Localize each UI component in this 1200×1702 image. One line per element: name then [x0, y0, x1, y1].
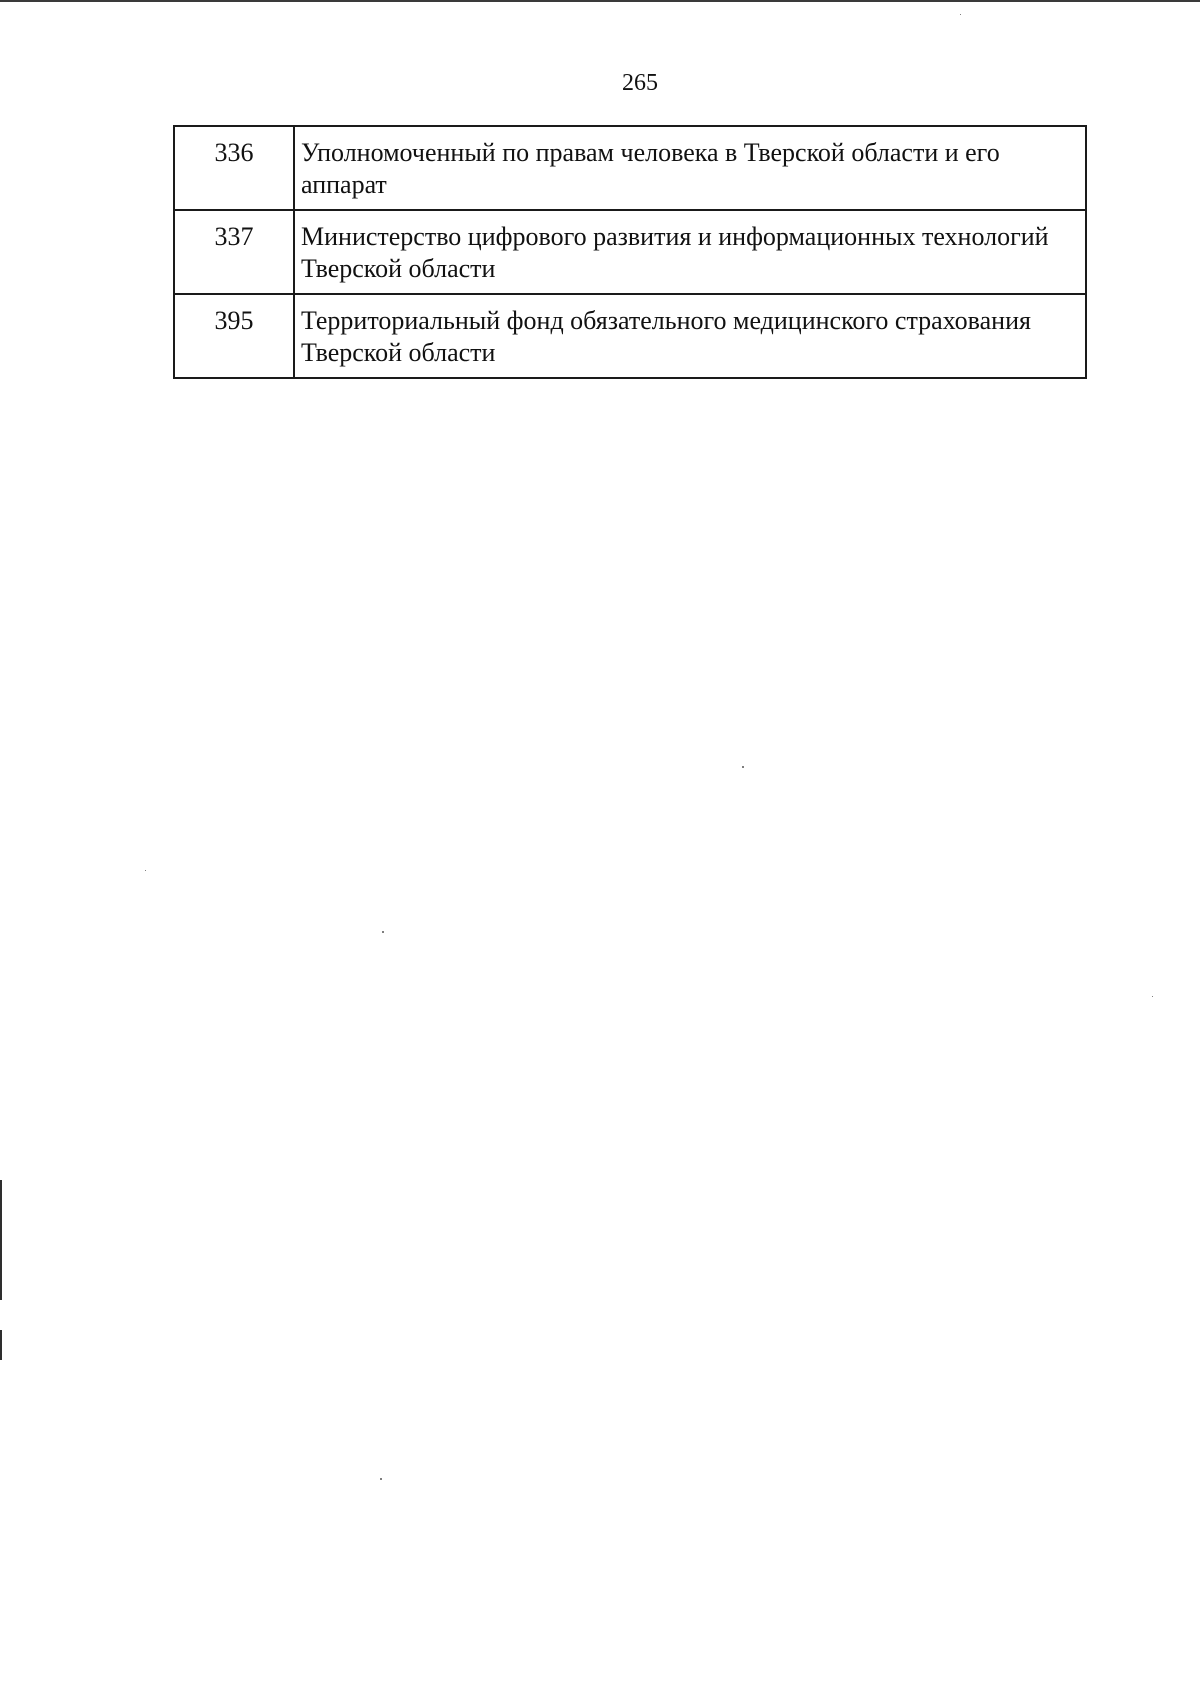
scan-speck — [960, 14, 961, 15]
page-number: 265 — [622, 70, 658, 96]
scan-speck — [382, 931, 384, 933]
row-name: Территориальный фонд обязательного медицинского страхования Тверской области — [294, 294, 1086, 378]
table-row — [174, 294, 1086, 378]
row-code: 395 — [174, 294, 294, 378]
scan-speck — [1152, 996, 1153, 997]
row-name: Министерство цифрового развития и информационных технологий Тверской области — [294, 210, 1086, 294]
scan-speck — [742, 766, 744, 768]
scan-border-left-upper — [0, 1180, 2, 1300]
scan-speck — [380, 1478, 382, 1480]
scan-speck — [145, 870, 146, 871]
scan-border-top — [0, 0, 1200, 2]
table-row — [174, 126, 1086, 210]
row-name: Уполномоченный по правам человека в Тверской области и его аппарат — [294, 126, 1086, 210]
table-row — [174, 210, 1086, 294]
row-code: 336 — [174, 126, 294, 210]
scan-border-left-lower — [0, 1330, 2, 1360]
budget-codes-table — [173, 125, 1087, 379]
row-code: 337 — [174, 210, 294, 294]
